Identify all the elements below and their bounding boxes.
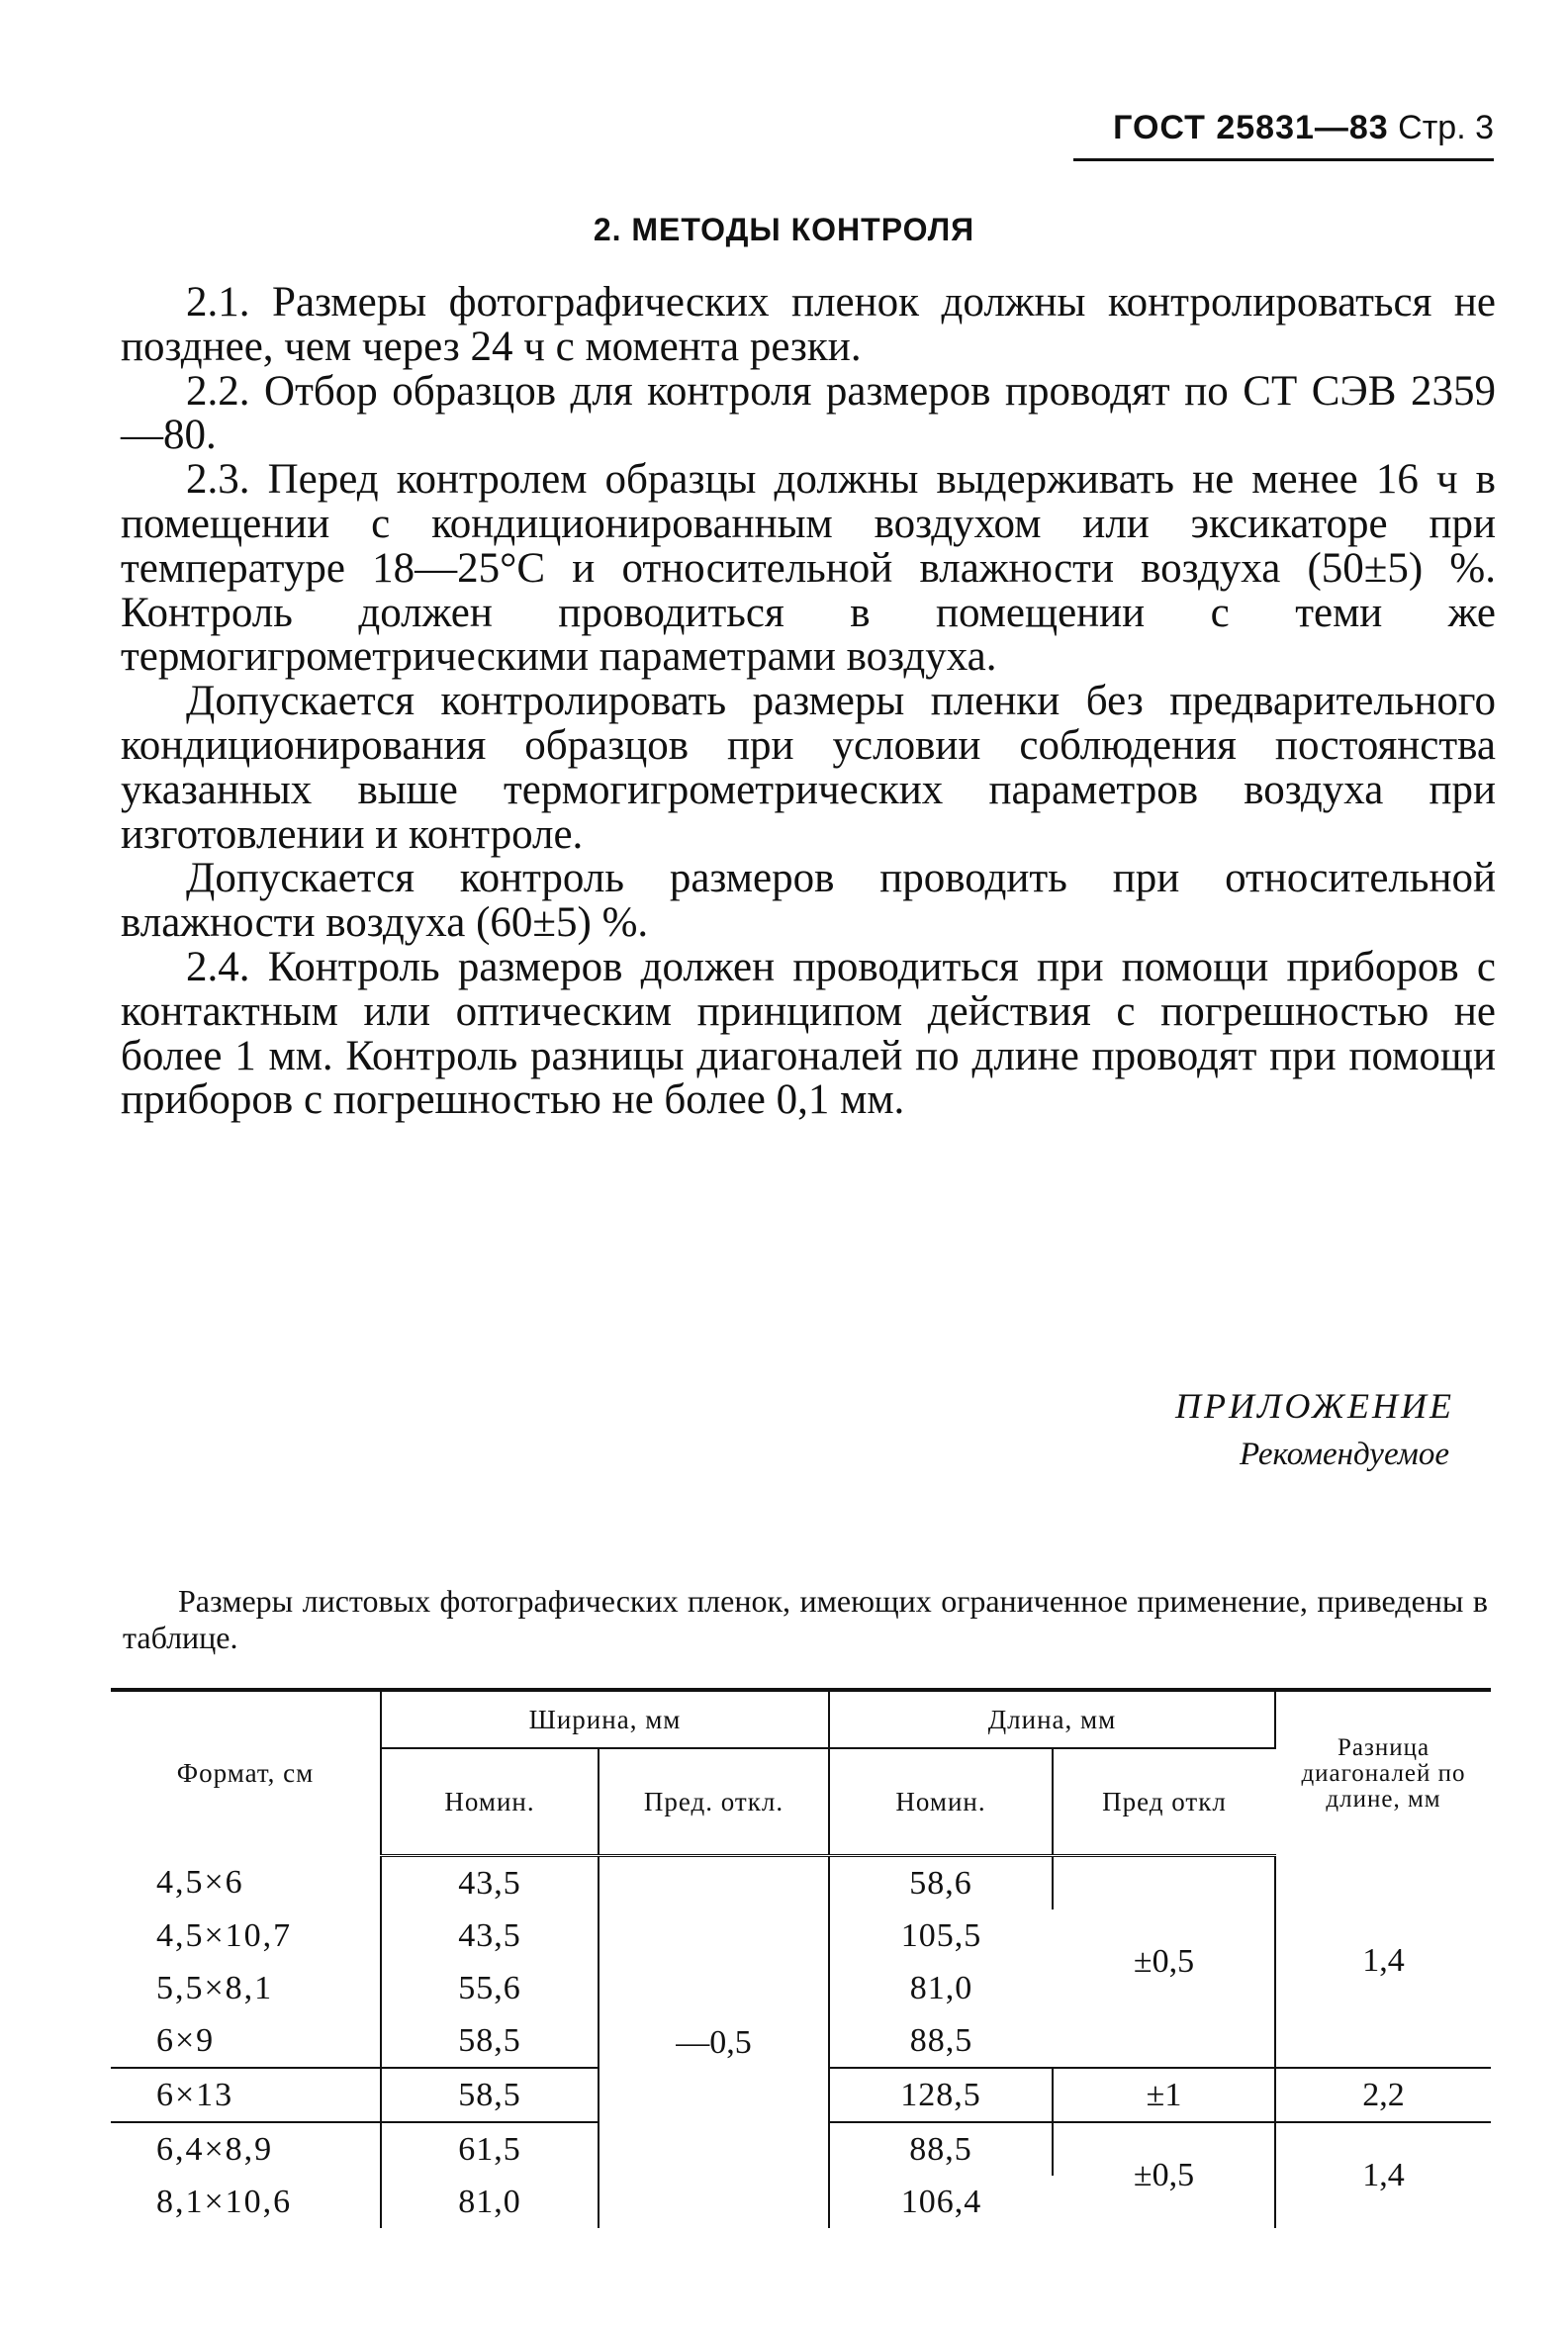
cell-format: 8,1×10,6: [111, 2176, 381, 2228]
body-text: [121, 281, 1496, 1123]
cell-diagonal-difference: 1,4: [1275, 2122, 1491, 2228]
cell-format: 6×9: [111, 2014, 381, 2068]
header-length: Длина, мм: [829, 1690, 1275, 1748]
table-row: [111, 1856, 1491, 1910]
cell-length: 88,5: [909, 2021, 973, 2059]
standard-number: ГОСТ 25831—83: [1113, 109, 1389, 146]
header-diagonal-difference: Разница диагоналей по длине, мм: [1275, 1690, 1491, 1856]
appendix-subtitle: Рекомендуемое: [1239, 1437, 1449, 1472]
cell-format: 6,4×8,9: [111, 2122, 381, 2176]
paragraph-allowance-2: Допускается контроль размеров проводить при относительной влажности воздуха (60±5) %.: [121, 855, 1496, 947]
cell-width: 58,5: [381, 2068, 599, 2122]
cell-length-tolerance: ±0,5: [1053, 1856, 1275, 2069]
cell-width: 61,5: [381, 2122, 599, 2176]
cell-format: 6×13: [111, 2068, 381, 2122]
paragraph-allowance-1: Допускается контролировать размеры пленки без предварительного кондиционирования образцов при условии соблюдения постоянства указанных выше термогигрометрических параметров воздуха при изготовлении и контроле.: [121, 678, 1496, 858]
cell-format: 4,5×6: [111, 1856, 381, 1910]
header-width-nominal: Номин.: [381, 1748, 599, 1856]
page-header: [1068, 109, 1494, 147]
header-format: Формат, см: [111, 1690, 381, 1856]
cell-width: 58,5: [381, 2014, 599, 2068]
paragraph-2-3: 2.3. Перед контролем образцы должны выдерживать не менее 16 ч в помещении с кондиционированным воздухом или эксикаторе при температуре 18—25°C и относительной влажности воздуха (50±5) %. Контроль должен проводиться в помещении с теми же термогигрометрическими параметрами воздуха.: [121, 456, 1496, 681]
cell-diagonal-difference: 1,4: [1362, 1942, 1405, 1980]
appendix-title: ПРИЛОЖЕНИЕ: [1175, 1386, 1454, 1426]
paragraph-2-4: 2.4. Контроль размеров должен проводиться при помощи приборов с контактным или оптическим принципом действия с погрешностью не более 1 мм. Контроль разницы диагоналей по длине проводят при помощи приборов с погрешностью не более 0,1 мм.: [121, 943, 1496, 1124]
header-length-tolerance: Пред откл: [1053, 1748, 1275, 1856]
cell-width: 43,5: [381, 1909, 599, 1962]
cell-length-tolerance: ±0,5: [1053, 2122, 1275, 2228]
cell-length: 88,5: [829, 2122, 1053, 2176]
page-number: Стр. 3: [1398, 109, 1494, 146]
cell-width: 43,5: [381, 1856, 599, 1910]
cell-width-tolerance: —0,5: [599, 1856, 829, 2229]
section-title: 2. МЕТОДЫ КОНТРОЛЯ: [593, 212, 975, 247]
cell-diagonal-difference: 2,2: [1275, 2068, 1491, 2122]
header-width: Ширина, мм: [381, 1690, 829, 1748]
cell-length: 106,4: [900, 2183, 982, 2220]
cell-width: 55,6: [381, 1962, 599, 2014]
cell-length: 105,5: [900, 1916, 982, 1954]
header-width-tolerance: Пред. откл.: [599, 1748, 829, 1856]
header-length-nominal: Номин.: [829, 1748, 1053, 1856]
paragraph-2-1: 2.1. Размеры фотографических пленок должны контролироваться не позднее, чем через 24 ч с момента резки.: [121, 279, 1496, 370]
film-sizes-table: [111, 1688, 1491, 2228]
paragraph-2-2: 2.2. Отбор образцов для контроля размеров проводят по СТ СЭВ 2359—80.: [121, 367, 1496, 459]
cell-length-tolerance: ±1: [1053, 2068, 1275, 2122]
cell-width: 81,0: [381, 2176, 599, 2228]
cell-length: 128,5: [829, 2068, 1053, 2122]
header-rule: [1073, 158, 1494, 161]
cell-format: 4,5×10,7: [111, 1909, 381, 1962]
cell-length: 58,6: [829, 1856, 1053, 1910]
cell-length: 81,0: [909, 1969, 973, 2006]
table-caption: [123, 1583, 1488, 1656]
caption-text: Размеры листовых фотографических пленок, имеющих ограниченное применение, приведены в таблице.: [123, 1583, 1488, 1655]
cell-format: 5,5×8,1: [111, 1962, 381, 2014]
